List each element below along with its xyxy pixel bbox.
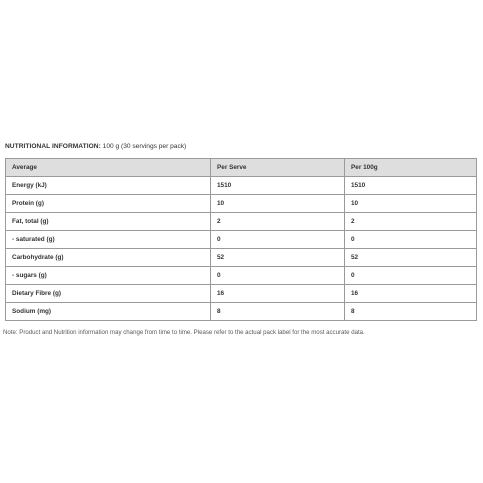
row-per-serve: 2 (211, 213, 345, 231)
row-per-serve: 0 (211, 267, 345, 285)
row-per-100g: 0 (345, 267, 477, 285)
row-per-100g: 2 (345, 213, 477, 231)
nutrition-heading (5, 143, 186, 150)
row-label: - sugars (g) (6, 267, 211, 285)
header-row (6, 159, 477, 177)
nutrition-table (5, 158, 477, 321)
nutrition-heading-label: NUTRITIONAL INFORMATION: (5, 143, 101, 150)
row-per-serve: 0 (211, 231, 345, 249)
row-label: Energy (kJ) (6, 177, 211, 195)
row-label: Carbohydrate (g) (6, 249, 211, 267)
row-per-100g: 0 (345, 231, 477, 249)
table-row-sodium (6, 303, 477, 321)
row-per-100g: 1510 (345, 177, 477, 195)
row-per-serve: 10 (211, 195, 345, 213)
row-label: Fat, total (g) (6, 213, 211, 231)
nutrition-heading-serving: 100 g (30 servings per pack) (102, 143, 187, 150)
header-per-100g: Per 100g (345, 159, 477, 177)
table-row-energy (6, 177, 477, 195)
row-per-serve: 8 (211, 303, 345, 321)
row-per-100g: 16 (345, 285, 477, 303)
table-row-fat-total (6, 213, 477, 231)
nutrition-table-body (6, 177, 477, 321)
row-label: - saturated (g) (6, 231, 211, 249)
table-row-sugars (6, 267, 477, 285)
row-label: Sodium (mg) (6, 303, 211, 321)
row-per-100g: 10 (345, 195, 477, 213)
disclaimer-note: Note: Product and Nutrition information may change from time to time. Please refer to the actual pack label for the most accurate data. (3, 329, 365, 336)
row-per-100g: 8 (345, 303, 477, 321)
header-average: Average (6, 159, 211, 177)
table-row-dietary-fibre (6, 285, 477, 303)
row-per-serve: 16 (211, 285, 345, 303)
table-row-carbohydrate (6, 249, 477, 267)
row-label: Protein (g) (6, 195, 211, 213)
header-per-serve: Per Serve (211, 159, 345, 177)
row-per-serve: 1510 (211, 177, 345, 195)
table-row-protein (6, 195, 477, 213)
row-label: Dietary Fibre (g) (6, 285, 211, 303)
row-per-100g: 52 (345, 249, 477, 267)
nutrition-table-header (6, 159, 477, 177)
row-per-serve: 52 (211, 249, 345, 267)
table-row-saturated (6, 231, 477, 249)
